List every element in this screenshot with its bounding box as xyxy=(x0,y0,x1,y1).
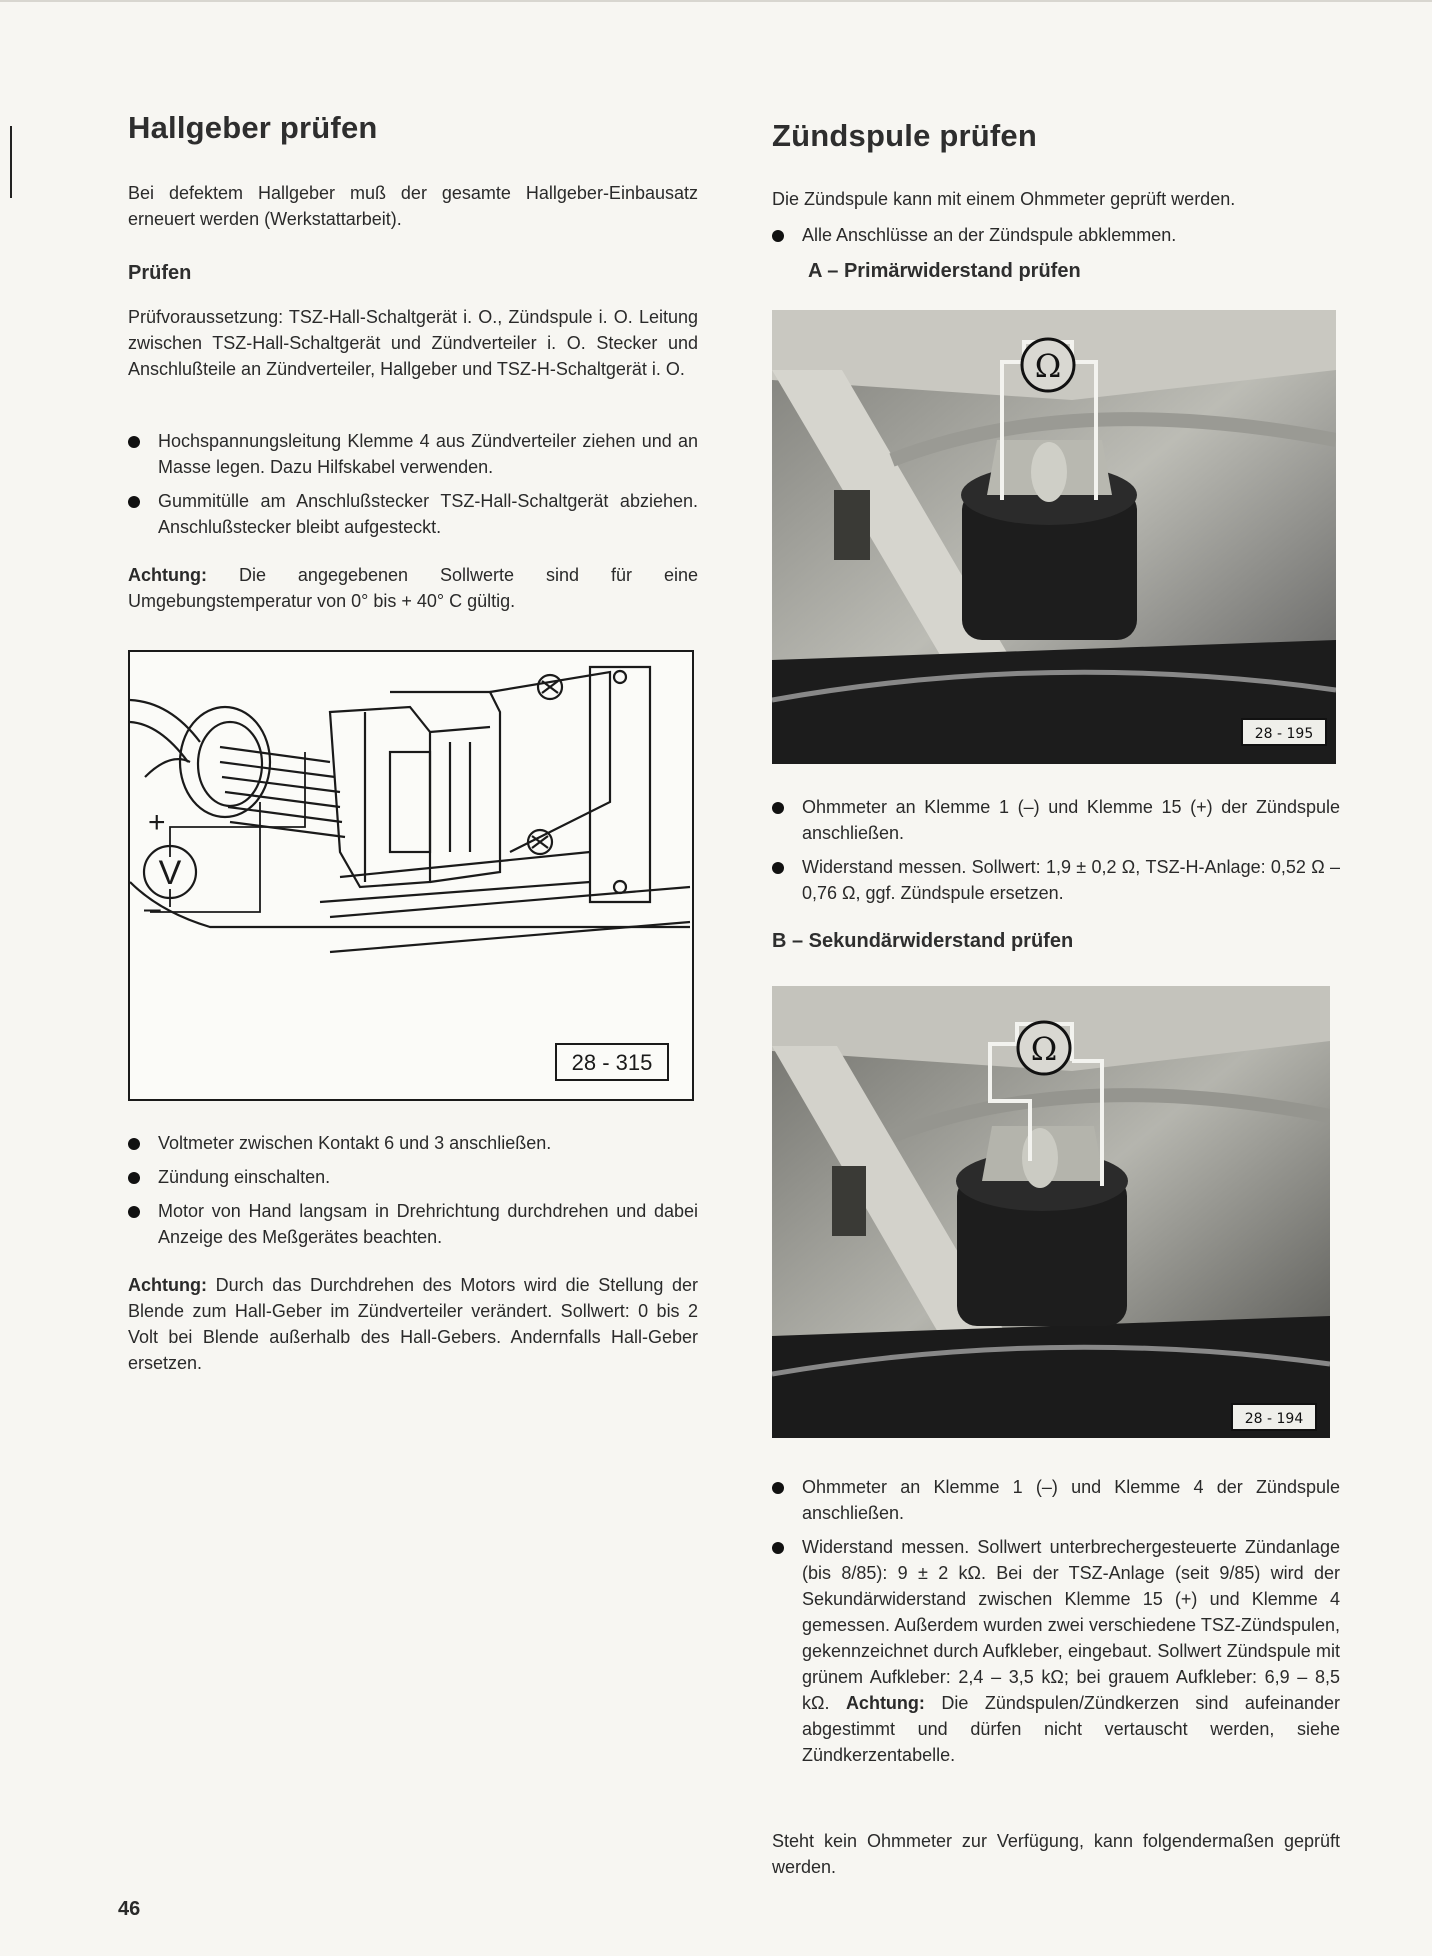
bullet-item xyxy=(128,488,698,540)
bullet-dot-icon xyxy=(128,1138,140,1150)
bullets-b-block xyxy=(772,1474,1340,1768)
zuendspule-intro: Die Zündspule kann mit einem Ohmmeter geprüft werden. xyxy=(772,189,1236,209)
note2 xyxy=(128,1272,698,1376)
bullet-dot-icon xyxy=(772,802,784,814)
bullet-text: Widerstand messen. Sollwert: 1,9 ± 0,2 Ω, TSZ-H-Anlage: 0,52 Ω – 0,76 Ω, ggf. Zündspule ersetzen. xyxy=(802,857,1340,903)
note1 xyxy=(128,562,698,614)
note2-label: Achtung: xyxy=(128,1275,207,1295)
bullet-dot-icon xyxy=(128,496,140,508)
note2-block xyxy=(128,1272,698,1376)
disconnect-block xyxy=(772,222,1340,248)
bullet-item xyxy=(128,1198,698,1250)
section-b-heading: B – Sekundärwiderstand prüfen xyxy=(772,930,1074,952)
bullet-text: Widerstand messen. Sollwert unterbrechergesteuerte Zündanlage (bis 8/85): 9 ± 2 kΩ. Bei der TSZ-Anlage (seit 9/85) wird der Sekundärwiderstand zwischen Klemme 15 (+) und Klemme 4 gemessen. Außerdem wurden zwei verschiedene TSZ-Zündspulen, gekennzeichnet durch Aufkleber, eingebaut. Sollwert Zündspule mit grünem Aufkleber: 2,4 – 3,5 kΩ; bei grauem Aufkleber: 6,9 – 8,5 kΩ. xyxy=(802,1537,1340,1713)
bullet-dot-icon xyxy=(772,862,784,874)
photo-b-label: 28 - 194 xyxy=(1244,1411,1304,1427)
bullet-dot-icon xyxy=(128,436,140,448)
bullet-dot-icon xyxy=(772,1482,784,1494)
bullet-item xyxy=(128,1164,698,1190)
bullet-text: Zündung einschalten. xyxy=(158,1167,331,1187)
bullet-text: Gummitülle am Anschlußstecker TSZ-Hall-Schaltgerät abziehen. Anschlußstecker bleibt aufgesteckt. xyxy=(158,491,698,537)
bullet-dot-icon xyxy=(772,1542,784,1554)
section-a-heading: A – Primärwiderstand prüfen xyxy=(808,260,1081,282)
bullet-dot-icon xyxy=(772,230,784,242)
bullet-text: Motor von Hand langsam in Drehrichtung durchdrehen und dabei Anzeige des Meßgerätes beachten. xyxy=(158,1201,698,1247)
minus-sign: – xyxy=(144,892,161,925)
closing-text: Steht kein Ohmmeter zur Verfügung, kann folgendermaßen geprüft werden. xyxy=(772,1831,1340,1877)
bullet-item xyxy=(128,428,698,480)
bullets-a-block xyxy=(772,794,1340,906)
bullet-text: Alle Anschlüsse an der Zündspule abklemmen. xyxy=(802,225,1177,245)
left-column xyxy=(128,110,698,146)
bullet-note-text: Die Zündspulen/Zündkerzen sind aufeinander abgestimmt und dürfen nicht vertauscht werden, siehe Zündkerzentabelle. xyxy=(802,1693,1340,1765)
hall-sender-figure xyxy=(128,650,694,1101)
zuendspule-title: Zündspule prüfen xyxy=(772,118,1037,153)
section-a-block xyxy=(808,260,1376,283)
coil-photo-b xyxy=(772,986,1330,1438)
section-b-block xyxy=(772,930,1340,953)
bullet-text: Ohmmeter an Klemme 1 (–) und Klemme 4 der Zündspule anschließen. xyxy=(802,1477,1340,1523)
bullet-note-label: Achtung: xyxy=(845,1693,925,1713)
bullet-item xyxy=(772,222,1340,248)
ohm-symbol-b: Ω xyxy=(1030,1030,1058,1068)
plus-sign: + xyxy=(148,806,166,839)
bullet-text: Hochspannungsleitung Klemme 4 aus Zündverteiler ziehen und an Masse legen. Dazu Hilfskabel verwenden. xyxy=(158,431,698,477)
voltmeter-symbol: V xyxy=(158,854,182,892)
bullet-item xyxy=(772,854,1340,906)
pruefen-heading: Prüfen xyxy=(128,262,192,284)
bullet-dot-icon xyxy=(128,1206,140,1218)
bullets2-block xyxy=(128,1130,698,1250)
bullet-item xyxy=(772,1474,1340,1526)
bullet-item xyxy=(772,794,1340,846)
bullets1-block xyxy=(128,428,698,540)
bullet-item xyxy=(772,1534,1340,1768)
hallgeber-intro: Bei defektem Hallgeber muß der gesamte Hallgeber-Einbausatz erneuert werden (Werkstattarbeit). xyxy=(128,183,698,229)
note1-label: Achtung: xyxy=(128,565,207,585)
zuendspule-intro-block xyxy=(772,186,1340,212)
coil-photo-a-drawing xyxy=(772,310,1336,764)
ohm-symbol-a: Ω xyxy=(1034,347,1062,385)
photo-a-label: 28 - 195 xyxy=(1254,726,1314,742)
note1-text: Die angegebenen Sollwerte sind für eine Umgebungstemperatur von 0° bis + 40° C gültig. xyxy=(128,565,698,611)
bullet-text: Voltmeter zwischen Kontakt 6 und 3 anschließen. xyxy=(158,1133,552,1153)
hallgeber-intro-block xyxy=(128,180,698,232)
bullet-item xyxy=(128,1130,698,1156)
hall-sender-drawing xyxy=(130,652,692,1099)
pruefen-heading-block xyxy=(128,262,698,285)
note1-block xyxy=(128,562,698,614)
hallgeber-title: Hallgeber prüfen xyxy=(128,110,378,145)
bullet-text: Ohmmeter an Klemme 1 (–) und Klemme 15 (+) der Zündspule anschließen. xyxy=(802,797,1340,843)
closing-block xyxy=(772,1828,1340,1880)
note2-text: Durch das Durchdrehen des Motors wird die Stellung der Blende zum Hall-Geber im Zündverteiler verändert. Sollwert: 0 bis 2 Volt bei Blende außerhalb des Hall-Gebers. Andernfalls Hall-Geber ersetzen. xyxy=(128,1275,698,1373)
bullet-dot-icon xyxy=(128,1172,140,1184)
coil-photo-b-drawing xyxy=(772,986,1330,1438)
zuendspule-title-block xyxy=(772,118,1340,154)
precondition-text: Prüfvoraussetzung: TSZ-Hall-Schaltgerät i. O., Zündspule i. O. Leitung zwischen TSZ-Hall-Schaltgerät und Zündverteiler i. O. Stecker und Anschlußteile an Zündverteiler, Hallgeber und TSZ-H-Schaltgerät i. O. xyxy=(128,307,698,379)
page-number: 46 xyxy=(118,1898,141,1920)
figure-label: 28 - 315 xyxy=(571,1050,653,1075)
coil-photo-a xyxy=(772,310,1336,764)
margin-mark xyxy=(10,126,12,198)
precondition-block xyxy=(128,304,698,382)
